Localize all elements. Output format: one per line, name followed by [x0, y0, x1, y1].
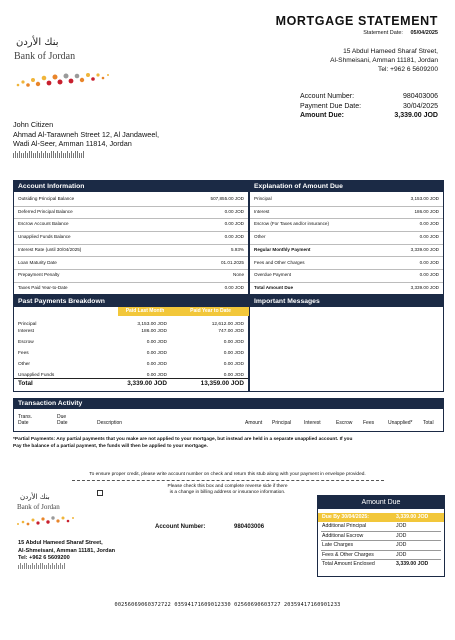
col-interest: Interest: [304, 420, 321, 426]
col-trans-date: [18, 414, 32, 426]
stub-due-by-label: Due By 30/04/2025:: [322, 514, 370, 520]
account_information-row: [14, 269, 248, 281]
stub-total-enclosed-row: [318, 560, 444, 569]
account_information-row: [14, 282, 248, 294]
explanation-label: Fees and Other Charges: [254, 259, 305, 265]
amount-due-value: 3,339.00 JOD: [394, 112, 438, 119]
account_information-value: 0.00 JOD: [224, 284, 244, 290]
statement-date-value: 05/04/2025: [410, 30, 438, 36]
bank-logo-arabic: بنك الأردن: [16, 37, 59, 48]
explanation-header: Explanation of Amount Due: [250, 181, 443, 192]
stub-line-value: JOD: [396, 551, 407, 558]
explanation-value: 3,153.00 JOD: [410, 196, 439, 201]
payment-due-date-label: Payment Due Date:: [300, 102, 362, 110]
explanation-row: [250, 231, 443, 243]
bank-address: [330, 47, 438, 74]
account_information-row: [14, 257, 248, 269]
past-total-last: 3,339.00 JOD: [127, 380, 167, 387]
account_information-row: [14, 244, 248, 256]
explanation-row: [250, 206, 443, 218]
explanation-value: 0.00 JOD: [419, 272, 439, 278]
past-payments-ytd: 0.00 JOD: [223, 361, 244, 367]
col-fees: Fees: [363, 420, 375, 426]
partial-payments-note-line: Pay the balance of a partial payment, the funds will then be applied to your mortgage.: [13, 443, 208, 449]
payment-due-date-value: 30/04/2025: [402, 102, 438, 110]
stub-line-label: Late Charges: [322, 542, 354, 549]
stub-due-by-row: [318, 513, 444, 522]
explanation-value: 3,339.00 JOD: [410, 284, 439, 290]
col-trans-date-line: Trans.: [18, 414, 32, 420]
paid-last-month-header: Paid Last Month: [118, 307, 172, 316]
past-total-ytd: 13,359.00 JOD: [200, 380, 244, 387]
col-due-date: [57, 414, 68, 426]
stub-postal-barcode-icon: [18, 563, 78, 570]
account_information-label: Deferred Principal Balance: [18, 208, 73, 214]
important-messages-header: Important Messages: [250, 296, 443, 307]
col-trans-date-line: Date: [18, 420, 29, 426]
col-due-date-line: Due: [57, 414, 67, 420]
stub-total-enclosed-value: 3,339.00 JOD: [396, 561, 429, 568]
account_information-value: 0.00 JOD: [224, 208, 244, 214]
account_information-label: Loan Maturity Date: [18, 259, 57, 265]
explanation-value: 0.00 JOD: [419, 221, 439, 227]
statement-title: MORTGAGE STATEMENT: [275, 14, 438, 28]
account_information-row: [14, 218, 248, 230]
past-payments-last: 0.00 JOD: [146, 339, 167, 345]
account_information-value: 0.00 JOD: [224, 221, 244, 227]
stub-line-row: [321, 551, 441, 561]
paid-ytd-header: Paid Year to Date: [172, 307, 249, 316]
customer-address-line: Ahmad Al-Tarawneh Street 12, Al Jandaweel,: [13, 129, 160, 139]
explanation-row: [250, 244, 443, 256]
stub-logo-english: Bank of Jordan: [17, 503, 60, 511]
statement-date-line: [363, 30, 438, 36]
micr-line: 00256069060372722 03594171609012330 02560690603727 20359417160901233: [114, 602, 341, 608]
past-payments-last: 0.00 JOD: [146, 361, 167, 367]
past-payments-ytd: 0.00 JOD: [223, 350, 244, 356]
customer-name: John Citizen: [13, 120, 54, 129]
account_information-label: Outsiding Principal Balance: [18, 196, 75, 201]
past-payments-last: 0.00 JOD: [146, 372, 167, 378]
account-number-label: Account Number:: [300, 93, 355, 100]
explanation-label: Interest: [254, 208, 270, 214]
change-address-checkbox[interactable]: [97, 490, 103, 496]
amount-due-label: Amount Due:: [300, 112, 344, 119]
col-principal: Principal: [272, 420, 292, 426]
stub-line-value: JOD: [396, 532, 407, 539]
past-payments-last: 186.00 JOD: [141, 328, 167, 334]
past-payments-ytd: 0.00 JOD: [223, 372, 244, 378]
stub-bank-logo: [14, 493, 84, 529]
stub-amount-due-box: [317, 495, 445, 577]
customer-address: [13, 120, 159, 149]
transaction-activity-section: [13, 398, 444, 432]
col-escrow: Escrow: [336, 420, 353, 426]
stub-due-by-value: 3,339.00 JOD: [396, 514, 429, 520]
explanation-value: 3,339.00 JOD: [410, 246, 439, 252]
explanation-label: Other: [254, 234, 266, 240]
account_information-value: 0.00 JOD: [224, 234, 244, 240]
stub-account-number-label: Account Number:: [155, 524, 206, 530]
account-information-section: [13, 180, 249, 295]
postal-barcode-icon: [13, 151, 103, 160]
past-payments-label: Principal: [18, 322, 37, 327]
logo-dots-icon: [14, 67, 114, 91]
account_information-label: Taxes Paid Year-to-Date: [18, 284, 68, 290]
summary-block: [300, 92, 438, 121]
account_information-row: [14, 231, 248, 243]
stub-line-value: JOD: [396, 542, 407, 549]
stub-line-value: JOD: [396, 523, 407, 529]
bank-address-line: Al-Shmeisani, Amman 11181, Jordan: [330, 57, 438, 64]
bank-logo: [14, 37, 114, 93]
col-description: Description: [97, 420, 123, 426]
account_information-label: Interest Rate (until 30/04/2025): [18, 246, 82, 252]
account_information-row: [14, 206, 248, 218]
bank-address-line: Tel: +962 6 5609200: [378, 66, 438, 73]
stub-total-enclosed-label: Total Amount Enclosed: [322, 561, 375, 568]
stub-logo-arabic: بنك الأردن: [20, 493, 50, 501]
past-payments-label: Interest: [18, 328, 34, 334]
account_information-label: Prepayment Penalty: [18, 272, 60, 278]
account_information-value: None: [233, 272, 244, 278]
important-messages-section: [249, 295, 444, 392]
explanation-row: [250, 257, 443, 269]
stub-bank-address-line: Tel: +962 6 5609200: [18, 555, 70, 562]
explanation-section: [249, 180, 444, 295]
partial-payments-note-line: *Partial Payments: Any partial payments that you make are not applied to your mortgage, but instead are held in a separate unapplied account. If you: [13, 437, 353, 442]
account_information-value: 01.01.2025: [221, 259, 244, 265]
stub-account-number-value: 980403006: [234, 524, 265, 530]
stub-instruction: To ensure proper credit, please write account number on check and return this stub along with your payment in envelope provided.: [89, 472, 366, 477]
past-payments-row: [14, 362, 248, 369]
transaction-activity-header: Transaction Activity: [14, 399, 443, 409]
explanation-value: 0.00 JOD: [419, 259, 439, 265]
explanation-value: 186.00 JOD: [414, 208, 439, 214]
explanation-label: Total Amount Due: [254, 284, 294, 290]
account-number-value: 980403006: [402, 93, 438, 100]
stub-amount-due-header: Amount Due: [318, 496, 444, 509]
account_information-label: Unapplied Funds Balance: [18, 234, 71, 240]
past-payments-ytd: 747.00 JOD: [218, 328, 244, 334]
explanation-row: [250, 218, 443, 230]
stub-line-row: [321, 522, 441, 532]
account_information-value: 507,855.00 JOD: [210, 196, 244, 201]
past-payments-section: [13, 295, 249, 392]
stub-bank-address: [18, 540, 115, 563]
account-information-header: Account Information: [14, 181, 248, 192]
explanation-row: [250, 282, 443, 294]
past-payments-ytd: 12,612.00 JOD: [211, 322, 244, 327]
stub-bank-address-line: 15 Abdul Hameed Sharaf Street,: [18, 540, 103, 546]
past-payments-label: Unapplied Funds: [18, 372, 55, 378]
past-payments-row: [14, 351, 248, 358]
stub-line-row: [321, 541, 441, 551]
past-payments-last: 3,153.00 JOD: [137, 322, 167, 327]
stub-line-label: Additional Principal: [322, 523, 367, 529]
explanation-label: Regular Monthly Payment: [254, 246, 311, 252]
past-payments-row: [14, 329, 248, 336]
explanation-label: Escrow (For Taxes and/or insurance): [254, 221, 329, 227]
col-unapplied: Unapplied*: [388, 420, 413, 426]
statement-date-label: Statement Date:: [363, 30, 403, 36]
explanation-label: Overdue Payment: [254, 272, 292, 278]
partial-payments-note: [13, 437, 445, 450]
explanation-value: 0.00 JOD: [419, 234, 439, 240]
past-payments-row: [14, 340, 248, 347]
stub-line-label: Additional Escrow: [322, 532, 364, 539]
past-payments-last: 0.00 JOD: [146, 350, 167, 356]
past-payments-label: Other: [18, 361, 30, 367]
customer-address-line: Wadi Al-Seer, Amman 11814, Jordan: [13, 139, 132, 149]
col-total: Total: [423, 420, 434, 426]
stub-logo-dots-icon: [14, 513, 84, 527]
past-payments-label: Fees: [18, 350, 29, 356]
past-total-label: Total: [18, 380, 33, 387]
col-due-date-line: Date: [57, 420, 68, 426]
past-payments-label: Escrow: [18, 339, 34, 345]
account_information-value: 5.93%: [230, 246, 244, 252]
explanation-row: [250, 193, 443, 205]
account_information-label: Escrow Account Balance: [18, 221, 69, 227]
stub-bank-address-line: Al-Shmeisani, Amman 11181, Jordan: [18, 547, 116, 554]
col-amount: Amount: [245, 420, 263, 426]
past-payments-header: Past Payments Breakdown: [14, 296, 248, 307]
change-address-notice-line: is a change in billing address or insurance information.: [169, 490, 286, 495]
account_information-row: [14, 193, 248, 205]
explanation-row: [250, 269, 443, 281]
change-address-notice-line: Please check this box and complete reverse side if there: [167, 484, 288, 489]
bank-address-line: 15 Abdul Hameed Sharaf Street,: [343, 48, 438, 55]
explanation-label: Principal: [254, 196, 272, 201]
stub-line-row: [321, 532, 441, 542]
bank-logo-english: Bank of Jordan: [14, 51, 76, 62]
past-payments-ytd: 0.00 JOD: [223, 339, 244, 345]
stub-line-label: Fees & Other Charges: [322, 551, 374, 558]
past-total-divider: [14, 378, 248, 379]
stub-tear-line: [72, 480, 384, 481]
